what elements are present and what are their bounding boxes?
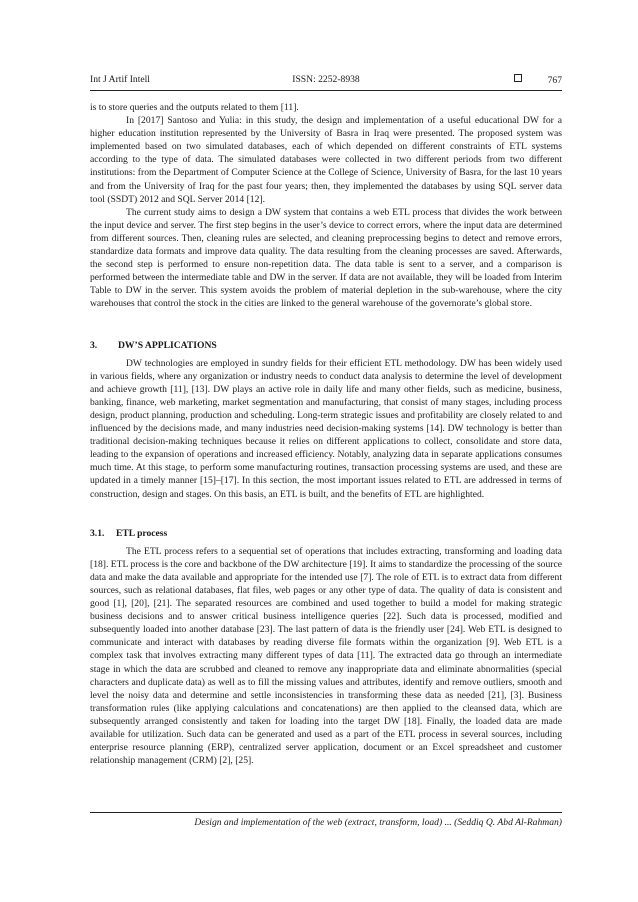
- running-footer: Design and implementation of the web (extract, transform, load) ... (Seddiq Q. Abd Al-Rahman): [194, 817, 562, 828]
- body-paragraph-continued: is to store queries and the outputs related to them [11].: [90, 102, 299, 113]
- main-text: [90, 101, 562, 767]
- body-paragraph-santoso: In [2017] Santoso and Yulia: in this study, the design and implementation of a useful educational DW for a higher education institution represented by the University of Basra in Iraq were presented. The proposed system was implemented based on two simulated databases, each of which depended on different constraints of ETL systems according to the type of data. The simulated databases were collected in two different periods from two different institutions: from the Department of Computer Science at the College of Science, University of Basra, for the last 10 years and from the University of Iraq for the past four years; then, they implemented the databases by using SQL server data tool (SSDT) 2012 and SQL Server 2014 [12].: [90, 115, 562, 205]
- section-number: 3.: [90, 339, 98, 351]
- subsection-title: ETL process: [116, 527, 168, 539]
- section-title: DW’S APPLICATIONS: [118, 339, 217, 351]
- section-3-paragraph: DW technologies are employed in sundry fields for their efficient ETL methodology. DW has been widely used in various fields, where any organization or industry needs to conduct data analysis to determine the level of development and achieve growth [11], [13]. DW plays an active role in daily life and many other fields, such as medicine, business, banking, finance, web marketing, market segmentation and manufacturing, that consist of many stages, including process design, product planning, production and scheduling. Long-term strategic issues and profitability are closely related to and influenced by the decisions made, and many industries need decision-making systems [14]. DW technology is better than traditional decision-making techniques because it relies on different applications to collect, consolidate and store data, leading to the expansion of operations and increased efficiency. Notably, analyzing data in separate applications consumes much time. At this stage, to perform some manufacturing routines, transaction processing systems are used, and these are updated in a timely manner [15]–[17]. In this section, the most important issues related to ETL are addressed in terms of construction, design and stages. On this basis, an ETL is built, and the benefits of ETL are highlighted.: [90, 357, 562, 500]
- body-paragraph-current-study: The current study aims to design a DW system that contains a web ETL process that divides the work between the input device and server. The first step begins in the user’s device to correct errors, where the input data are determined from different sources. Then, cleaning rules are selected, and cleaning preprocessing begins to detect and remove errors, standardize data formats and improve data quality. The data resulting from the cleaning processes are saved. Afterwards, the second step is performed to ensure non-repetition data. The data table is sent to a server, and a comparison is performed between the intermediate table and DW in the server. If data are not available, they will be loaded from Interim Table to DW in the server. This system avoids the problem of material depletion in the sub-warehouse, where the city warehouses that control the stock in the cities are linked to the general warehouse of the governorate’s global store.: [90, 206, 562, 310]
- page-number-group: [514, 74, 562, 86]
- page-number: 767: [547, 75, 562, 86]
- section-heading-3: [90, 339, 562, 352]
- journal-name: Int J Artif Intell: [90, 74, 150, 85]
- subsection-heading-3-1: [90, 527, 562, 540]
- issn: ISSN: 2252-8938: [292, 74, 360, 85]
- running-header: [90, 74, 562, 91]
- subsection-number: 3.1.: [90, 527, 105, 539]
- square-box-icon: [514, 74, 522, 82]
- footer-rule: [90, 812, 562, 813]
- section-3-1-paragraph: The ETL process refers to a sequential set of operations that includes extracting, transforming and loading data [18]. ETL process is the core and backbone of the DW architecture [19]. It aims to standardize the processing of the source data and make the data available and appropriate for the intended use [7]. The role of ETL is to extract data from different sources, such as relational databases, flat files, web pages or any other type of data. The quality of data is consistent and good [1], [20], [21]. The separated resources are combined and used together to build a model for making strategic business decisions and to answer critical business intelligence queries [22]. Such data is processed, modified and subsequently loaded into another database [23]. The last pattern of data is the friendly user [24]. Web ETL is designed to communicate and interact with databases by reading diverse file formats within the organization [9]. Web ETL is a complex task that involves extracting many different types of data [11]. The extracted data go through an intermediate stage in which the data are scrubbed and cleaned to remove any inappropriate data and eliminate abnormalities (special characters and duplicate data) as well as to fill the missing values and attributes, identify and remove outliers, smooth and level the noisy data and determine and settle inconsistencies in transforming these data as needed [21], [3]. Business transformation rules (like applying calculations and concatenations) are then applied to the cleansed data, which are subsequently arranged consistently and taken for loading into the target DW [18]. Finally, the loaded data are made available for utilization. Such data can be generated and used as a part of the ETL process in several sources, including enterprise resource planning (ERP), centralized server application, document or an Excel spreadsheet and customer relationship management (CRM) [2], [25].: [90, 545, 562, 767]
